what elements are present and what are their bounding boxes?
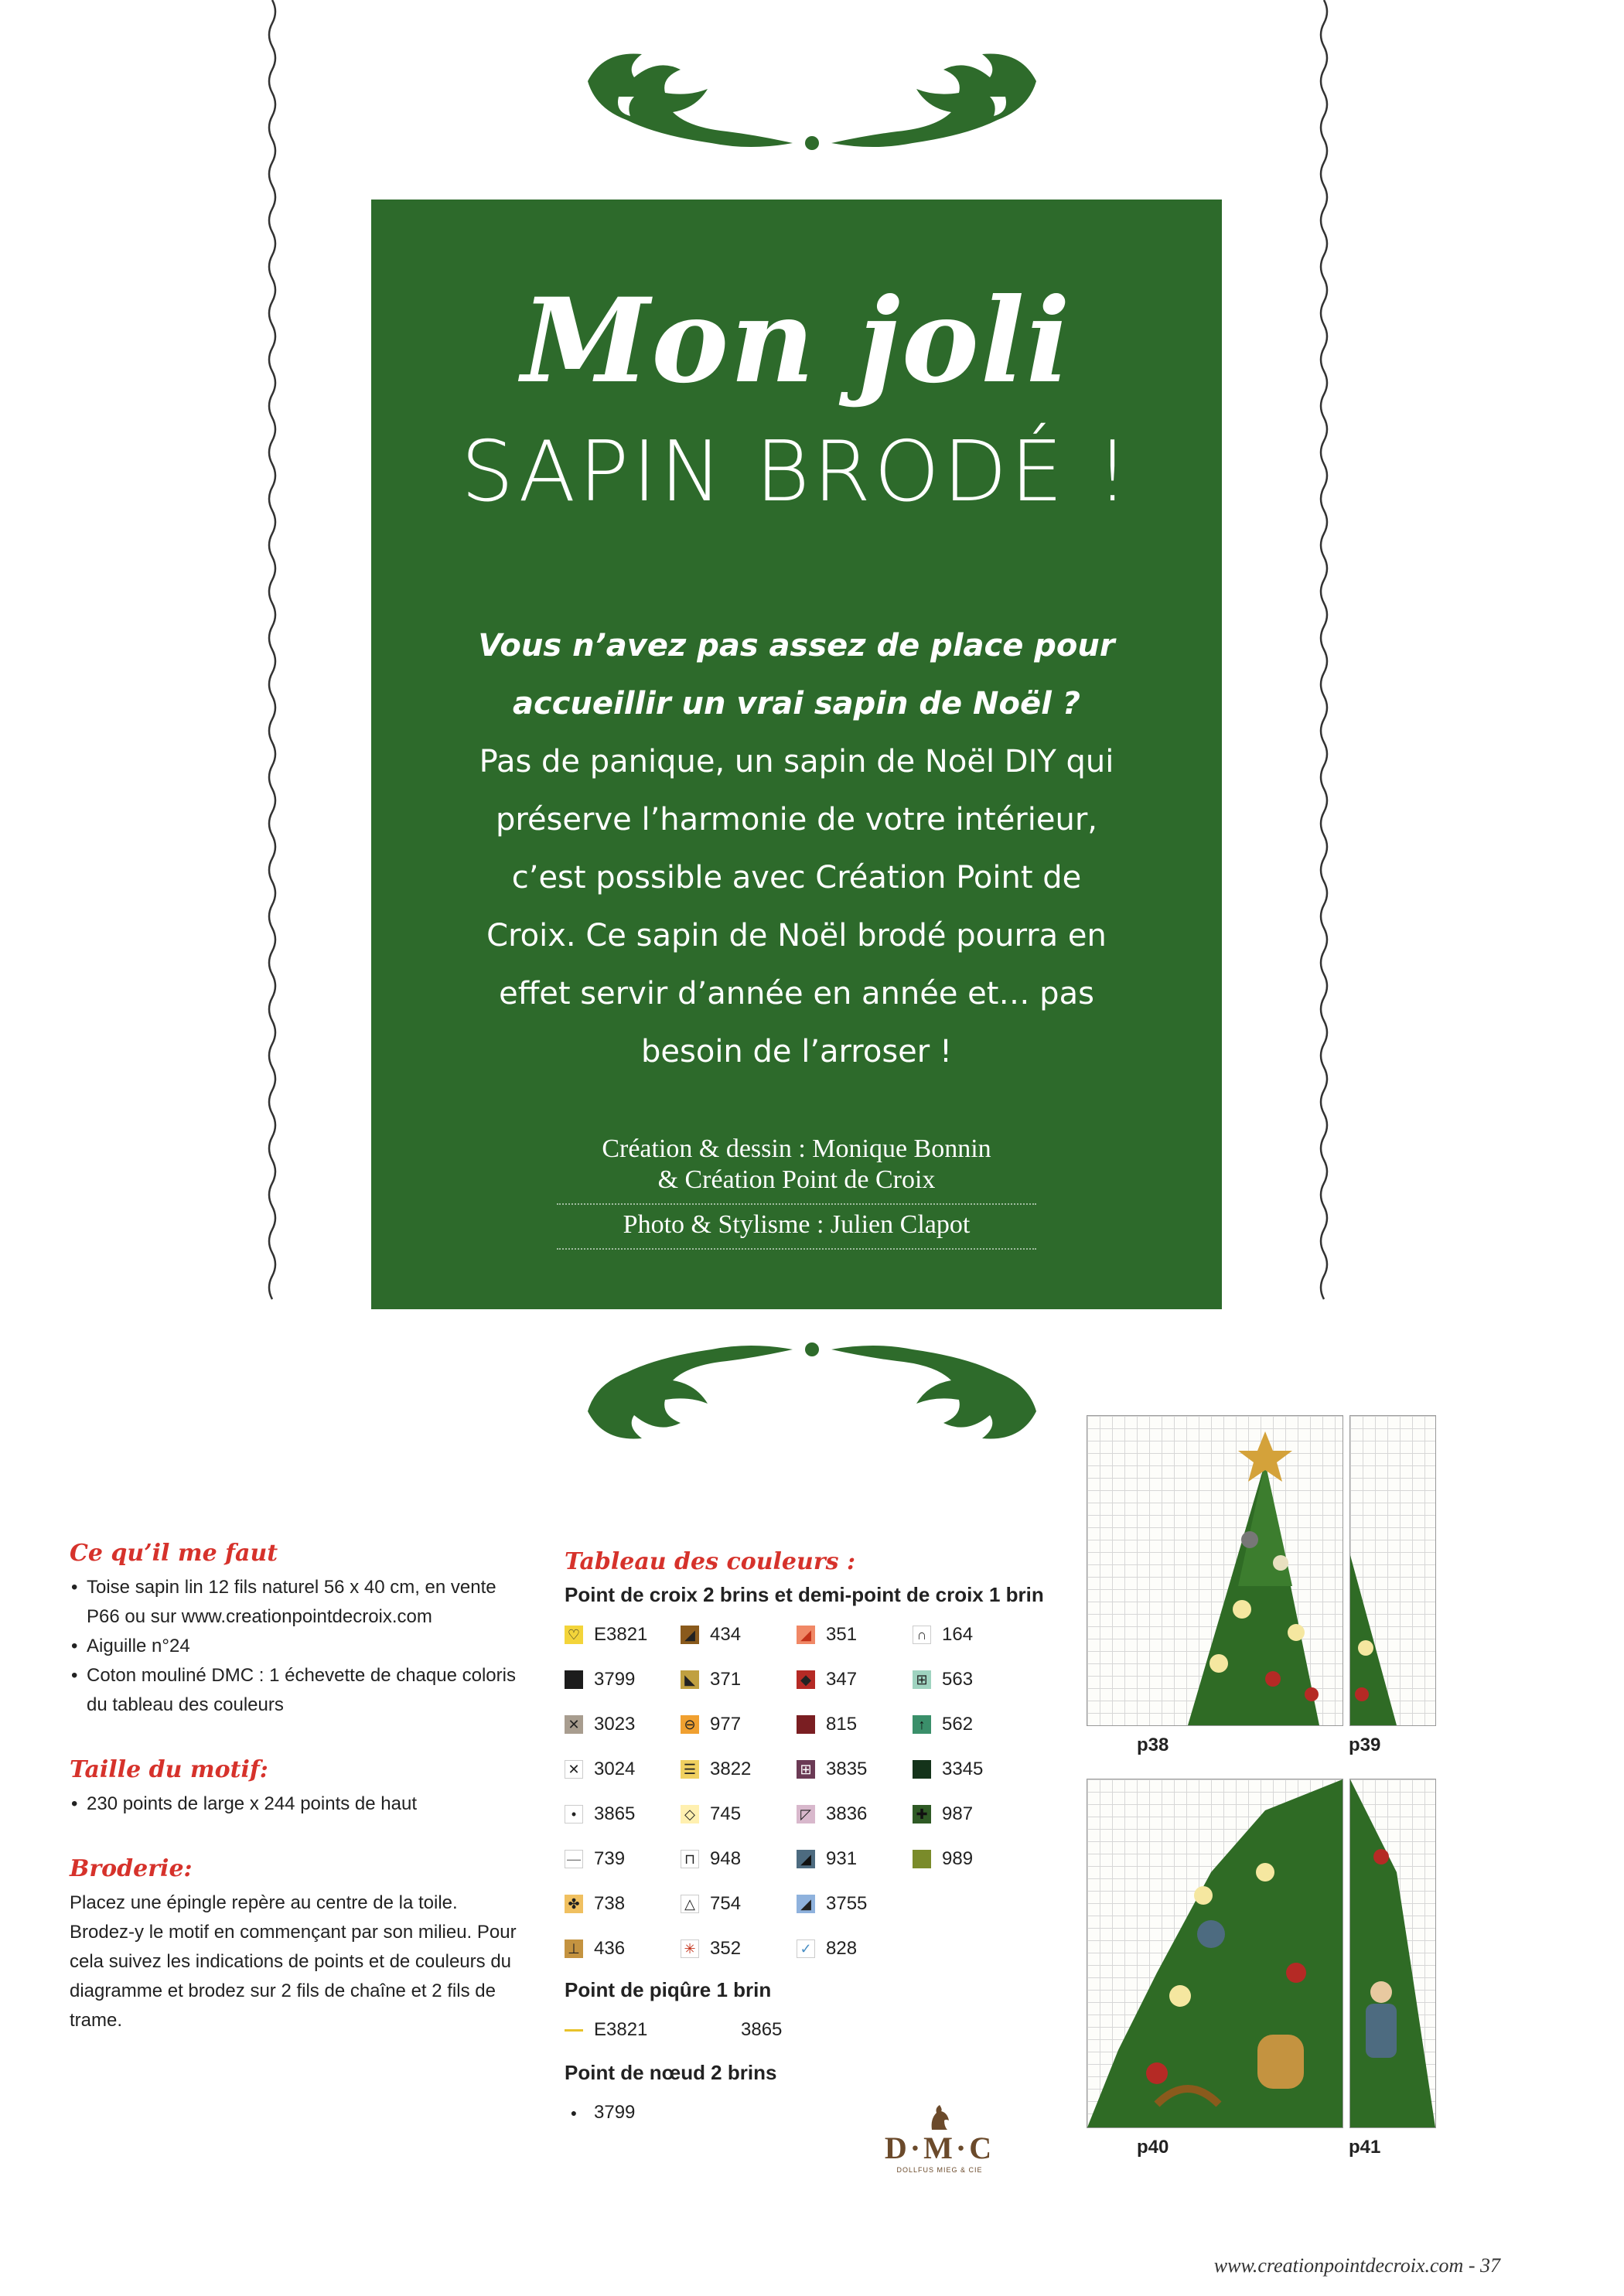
- backstitch-legend: [565, 2015, 1059, 2045]
- color-swatch: [565, 1670, 583, 1689]
- color-swatch: [913, 1850, 931, 1868]
- legend-code: 3345: [942, 1759, 984, 1779]
- legend-code: 562: [942, 1714, 974, 1735]
- chart-page-p41: [1349, 1779, 1436, 2128]
- color-swatch: ◢: [797, 1626, 815, 1644]
- legend-row: [565, 2015, 1059, 2045]
- legend-item: [681, 1711, 797, 1738]
- cross-stitch-subtitle: Point de croix 2 brins et demi-point de croix 1 brin: [565, 1583, 1044, 1606]
- legend-item: [681, 1666, 797, 1694]
- legend-item: [797, 1666, 913, 1694]
- color-swatch: ⊖: [681, 1715, 699, 1734]
- legend-code: 3024: [594, 1759, 636, 1779]
- legend-item: [565, 1935, 681, 1963]
- legend-item: [913, 1621, 1029, 1649]
- legend-code: 3023: [594, 1714, 636, 1735]
- legend-item: [913, 1711, 1029, 1738]
- color-swatch: ◢: [797, 1895, 815, 1913]
- color-swatch: •: [565, 1805, 583, 1823]
- legend-item: [913, 1800, 1029, 1828]
- color-table-title: Tableau des couleurs :: [565, 1548, 856, 1575]
- legend-code: 745: [710, 1803, 742, 1824]
- size-list: [70, 1789, 526, 1819]
- title-script: Mon joli: [521, 273, 1072, 409]
- embroidery-title: Broderie:: [70, 1855, 193, 1882]
- legend-code: 371: [710, 1669, 742, 1690]
- color-swatch: ☰: [681, 1760, 699, 1779]
- backstitch-subtitle: Point de piqûre 1 brin: [565, 1978, 772, 2001]
- legend-code: 989: [942, 1848, 974, 1869]
- legend-item: [565, 1890, 681, 1918]
- cross-stitch-legend: [565, 1621, 1059, 1963]
- legend-code: 351: [826, 1624, 858, 1645]
- legend-code: 347: [826, 1669, 858, 1690]
- legend-item: [565, 1755, 681, 1783]
- legend-item: [913, 1890, 1029, 1918]
- color-swatch: ◇: [681, 1805, 699, 1823]
- color-swatch: ◸: [797, 1805, 815, 1823]
- color-swatch: △: [681, 1895, 699, 1913]
- legend-item: [913, 1755, 1029, 1783]
- chart-label-p41: p41: [1349, 2137, 1381, 2158]
- legend-code: 563: [942, 1669, 974, 1690]
- color-swatch: [797, 1715, 815, 1734]
- backstitch-swatch: [711, 2021, 730, 2039]
- right-wavy-border: [1315, 0, 1333, 1315]
- tree-top-left-illustration: [1087, 1416, 1343, 1725]
- chart-page-p39: [1349, 1415, 1436, 1726]
- legend-code: 3799: [594, 1669, 636, 1690]
- size-section: [70, 1755, 526, 1819]
- color-swatch: ✕: [565, 1715, 583, 1734]
- tree-bottom-right-illustration: [1350, 1779, 1435, 2127]
- credit-line-1: Création & dessin : Monique Bonnin: [602, 1134, 991, 1163]
- legend-item: [681, 1845, 797, 1873]
- color-swatch: ↑: [913, 1715, 931, 1734]
- legend-item: [797, 1890, 913, 1918]
- color-swatch: ⊞: [797, 1760, 815, 1779]
- intro-body: Pas de panique, un sapin de Noël DIY qui préserve l’harmonie de votre intérieur, c’est possible avec Création Point de Croix. Ce sapin de Noël brodé pourra en effet servir d’année en année et… pas besoin de l’arroser !: [479, 744, 1114, 1070]
- title-main: SAPIN BRODÉ !: [460, 424, 1133, 520]
- legend-code: 739: [594, 1848, 626, 1869]
- backstitch-swatch: [565, 2029, 583, 2032]
- legend-code: 3836: [826, 1803, 868, 1824]
- color-swatch: ✤: [565, 1895, 583, 1913]
- legend-code: 352: [710, 1938, 742, 1959]
- legend-code: 3755: [826, 1893, 868, 1914]
- dmc-logo-text: D·M·C: [884, 2131, 995, 2165]
- legend-code: 987: [942, 1803, 974, 1824]
- credit-line-2: & Création Point de Croix: [657, 1165, 936, 1194]
- legend-item: [565, 1621, 681, 1649]
- dmc-logo: [866, 2103, 1013, 2189]
- legend-item: [913, 1666, 1029, 1694]
- legend-code: 738: [594, 1893, 626, 1914]
- color-swatch: ◢: [681, 1626, 699, 1644]
- credits: [557, 1134, 1036, 1250]
- list-item: • Toise sapin lin 12 fils naturel 56 x 40 cm, en vente P66 ou sur www.creationpointdecroix.com: [70, 1573, 526, 1632]
- legend-code: 436: [594, 1938, 626, 1959]
- legend-code: E3821: [594, 1624, 648, 1645]
- list-item: • Aiguille n°24: [70, 1632, 526, 1661]
- horse-icon: [924, 2103, 955, 2131]
- legend-code: 3865: [594, 1803, 636, 1824]
- legend-item: [565, 2099, 635, 2127]
- tree-bottom-left-illustration: [1087, 1779, 1343, 2127]
- legend-code: 931: [826, 1848, 858, 1869]
- color-swatch: —: [565, 1850, 583, 1868]
- legend-item: [797, 1935, 913, 1963]
- list-item: • Coton mouliné DMC : 1 échevette de chaque coloris du tableau des couleurs: [70, 1661, 526, 1720]
- embroidery-text: Placez une épingle repère au centre de la toile. Brodez-y le motif en commençant par son milieu. Pour cela suivez les indications de points et de couleurs du diagramme et brodez sur 2 fils de chaîne et 2 fils de trame.: [70, 1892, 517, 2031]
- legend-code: 828: [826, 1938, 858, 1959]
- legend-item: [565, 1800, 681, 1828]
- legend-item: [711, 2016, 782, 2044]
- color-swatch: ⊞: [913, 1670, 931, 1689]
- legend-code: 3865: [741, 2019, 783, 2040]
- legend-item: [797, 1845, 913, 1873]
- chart-label-p38: p38: [1137, 1735, 1169, 1755]
- color-swatch: ✕: [565, 1760, 583, 1779]
- color-swatch: ⊓: [681, 1850, 699, 1868]
- color-table: [565, 1548, 1059, 2128]
- top-antler-ornament: [572, 35, 1052, 166]
- color-swatch: ◢: [797, 1850, 815, 1868]
- color-swatch: ♡: [565, 1626, 583, 1644]
- color-swatch: [913, 1760, 931, 1779]
- legend-item: [565, 1711, 681, 1738]
- legend-item: [797, 1755, 913, 1783]
- chart-label-p40: p40: [1137, 2137, 1169, 2158]
- legend-item: [681, 1621, 797, 1649]
- legend-code: 815: [826, 1714, 858, 1735]
- chart-label-p39: p39: [1349, 1735, 1381, 1755]
- color-swatch: ✚: [913, 1805, 931, 1823]
- knot-swatch: ●: [570, 2107, 578, 2119]
- color-swatch: ✳: [681, 1939, 699, 1958]
- materials-list: [70, 1573, 526, 1720]
- legend-code: 3799: [594, 2102, 636, 2123]
- chart-page-p38: [1087, 1415, 1343, 1726]
- legend-item: [797, 1621, 913, 1649]
- legend-code: 164: [942, 1624, 974, 1645]
- embroidery-section: [70, 1854, 526, 2035]
- materials-title: Ce qu’il me faut: [70, 1540, 278, 1567]
- legend-code: E3821: [594, 2019, 648, 2040]
- legend-item: [565, 1845, 681, 1873]
- legend-item: [797, 1711, 913, 1738]
- legend-item: [681, 1890, 797, 1918]
- color-swatch: ✓: [797, 1939, 815, 1958]
- chart-page-p40: [1087, 1779, 1343, 2128]
- page-footer: www.creationpointdecroix.com - 37: [1213, 2254, 1500, 2277]
- materials-section: [70, 1539, 526, 1720]
- intro-panel: [371, 200, 1222, 1309]
- color-swatch: ⊥: [565, 1939, 583, 1958]
- legend-item: [565, 2016, 711, 2044]
- color-swatch: ◣: [681, 1670, 699, 1689]
- legend-item: [681, 1755, 797, 1783]
- left-wavy-border: [263, 0, 281, 1315]
- legend-item: [797, 1800, 913, 1828]
- bottom-antler-ornament: [572, 1326, 1052, 1458]
- legend-item: [913, 1845, 1029, 1873]
- size-title: Taille du motif:: [70, 1756, 268, 1783]
- color-swatch: ◆: [797, 1670, 815, 1689]
- legend-item: [681, 1800, 797, 1828]
- legend-code: 434: [710, 1624, 742, 1645]
- credit-separator: [557, 1203, 1036, 1205]
- legend-code: 754: [710, 1893, 742, 1914]
- legend-code: 948: [710, 1848, 742, 1869]
- legend-item: [681, 1935, 797, 1963]
- legend-code: 3822: [710, 1759, 752, 1779]
- legend-item: [565, 1666, 681, 1694]
- legend-code: 977: [710, 1714, 742, 1735]
- dmc-logo-subtext: DOLLFUS MIEG & CIE: [896, 2166, 983, 2174]
- intro-text: [472, 617, 1121, 1081]
- list-item: • 230 points de large x 244 points de haut: [70, 1789, 526, 1819]
- legend-code: 3835: [826, 1759, 868, 1779]
- instructions-column: [70, 1539, 526, 2071]
- knot-subtitle: Point de nœud 2 brins: [565, 2061, 777, 2084]
- intro-lead: Vous n’avez pas assez de place pour accueillir un vrai sapin de Noël ?: [478, 628, 1115, 722]
- credit-line-3: Photo & Stylisme : Julien Clapot: [557, 1209, 1036, 1250]
- tree-top-right-illustration: [1350, 1416, 1435, 1725]
- color-swatch: ∩: [913, 1626, 931, 1644]
